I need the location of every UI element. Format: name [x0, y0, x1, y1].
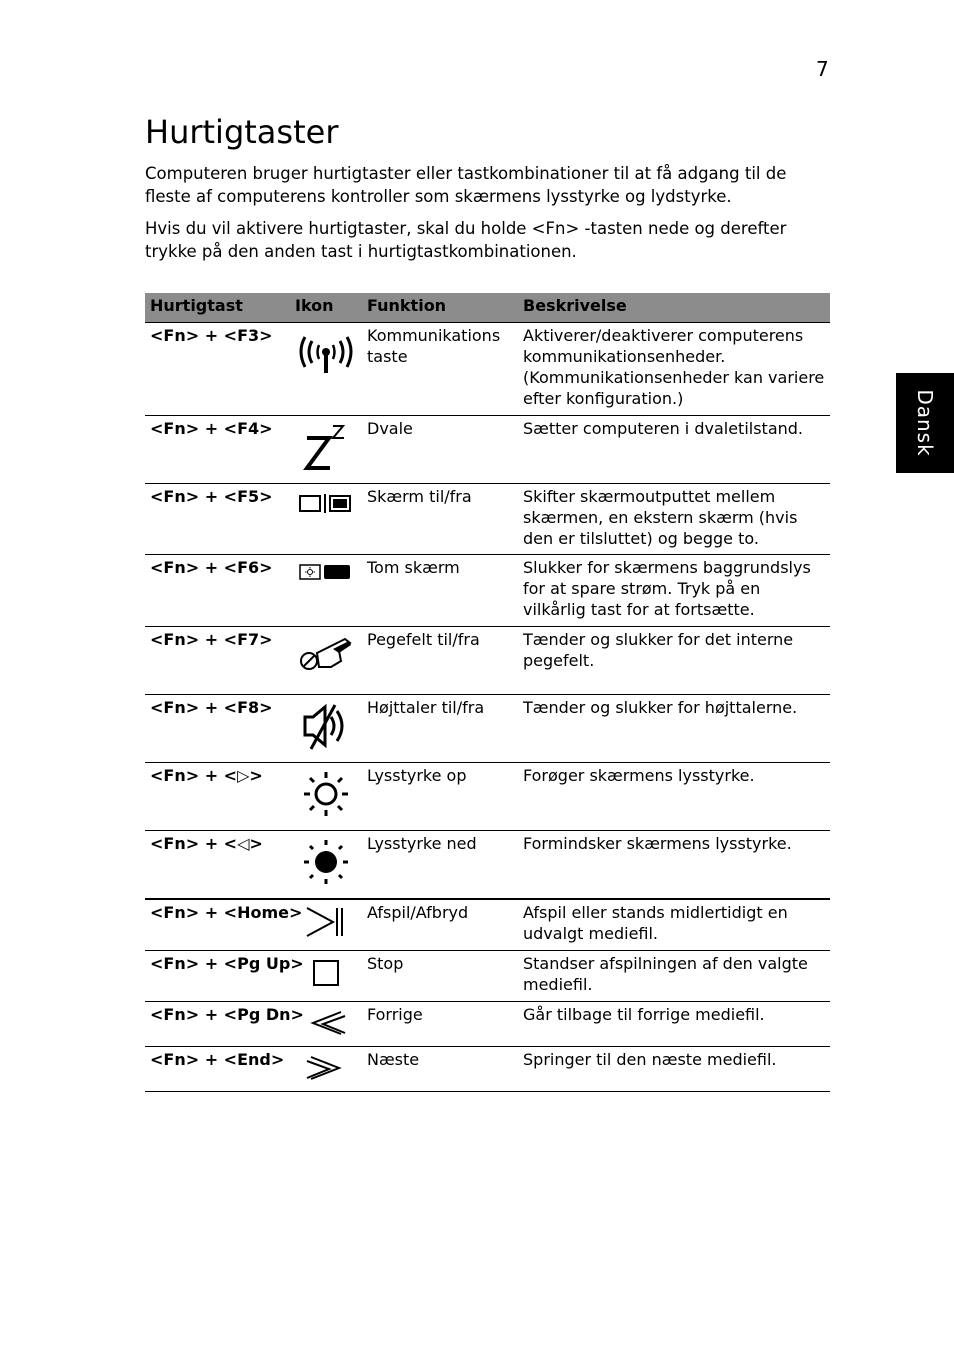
table-row — [145, 555, 830, 627]
row-hotkey: <Fn> + <Home> — [150, 903, 303, 922]
row-description: Skifter skærmoutputtet mellem skærmen, en ekstern skærm (hvis den er tilsluttet) og begge to. — [523, 487, 798, 548]
table-row — [145, 322, 830, 416]
display-toggle-icon — [295, 488, 357, 544]
table-row — [145, 695, 830, 763]
page-number: 7 — [816, 57, 829, 81]
row-description: Standser afspilningen af den valgte mediefil. — [523, 954, 808, 994]
row-description: Formindsker skærmens lysstyrke. — [523, 834, 792, 853]
wireless-communication-icon — [295, 327, 357, 383]
next-icon — [295, 1051, 357, 1107]
table-row — [145, 1002, 830, 1047]
page-title: Hurtigtaster — [145, 113, 339, 151]
instruction-paragraph: Hvis du vil aktivere hurtigtaster, skal du holde <Fn> -tasten nede og derefter trykke på den anden tast i hurtigtastkombinationen. — [145, 219, 787, 261]
row-hotkey: <Fn> + <F6> — [150, 558, 273, 577]
table-row — [145, 831, 830, 900]
row-function: Afspil/Afbryd — [367, 903, 469, 922]
language-side-tab — [896, 373, 954, 473]
table-row — [145, 900, 830, 951]
header-description: Beskrivelse — [523, 296, 627, 315]
row-hotkey: <Fn> + <End> — [150, 1050, 285, 1069]
row-description: Afspil eller stands midlertidigt en udvalgt mediefil. — [523, 903, 788, 943]
table-row — [145, 627, 830, 695]
table-row — [145, 763, 830, 831]
row-function: Kommunikations taste — [367, 326, 501, 366]
row-hotkey: <Fn> + <F3> — [150, 326, 273, 345]
row-description: Slukker for skærmens baggrundslys for at spare strøm. Tryk på en vilkårlig tast for at fortsætte. — [523, 558, 811, 619]
brightness-down-icon — [295, 835, 357, 891]
row-hotkey: <Fn> + <◁> — [150, 834, 263, 853]
row-function: Stop — [367, 954, 404, 973]
speaker-mute-icon — [295, 699, 357, 755]
row-function: Lysstyrke ned — [367, 834, 477, 853]
row-hotkey: <Fn> + <F7> — [150, 630, 273, 649]
row-hotkey: <Fn> + <F5> — [150, 487, 273, 506]
row-hotkey: <Fn> + <▷> — [150, 766, 263, 785]
row-function: Dvale — [367, 419, 413, 438]
touchpad-toggle-icon — [295, 631, 357, 687]
table-row — [145, 484, 830, 555]
row-hotkey: <Fn> + <F4> — [150, 419, 273, 438]
row-function: Lysstyrke op — [367, 766, 467, 785]
row-description: Går tilbage til forrige mediefil. — [523, 1005, 765, 1024]
screen-blank-icon — [295, 559, 357, 615]
row-description: Tænder og slukker for højttalerne. — [523, 698, 798, 717]
table-row — [145, 1047, 830, 1092]
row-description: Aktiverer/deaktiverer computerens kommunikationsenheder. (Kommunikationsenheder kan variere efter konfiguration.) — [523, 326, 825, 408]
row-description: Sætter computeren i dvaletilstand. — [523, 419, 804, 438]
row-function: Tom skærm — [367, 558, 460, 577]
hotkey-table — [145, 293, 830, 1092]
header-function: Funktion — [367, 296, 447, 315]
table-row — [145, 416, 830, 484]
row-function: Pegefelt til/fra — [367, 630, 480, 649]
header-hotkey: Hurtigtast — [150, 296, 243, 315]
row-description: Springer til den næste mediefil. — [523, 1050, 777, 1069]
row-hotkey: <Fn> + <F8> — [150, 698, 273, 717]
row-function: Skærm til/fra — [367, 487, 472, 506]
language-side-tab-label: Dansk — [913, 389, 937, 457]
row-hotkey: <Fn> + <Pg Dn> — [150, 1005, 304, 1024]
row-description: Tænder og slukker for det interne pegefelt. — [523, 630, 794, 670]
row-hotkey: <Fn> + <Pg Up> — [150, 954, 304, 973]
intro-paragraph: Computeren bruger hurtigtaster eller tastkombinationer til at få adgang til de fleste af computerens kontroller som skærmens lysstyrke og lydstyrke. — [145, 164, 787, 206]
sleep-zz-icon — [295, 420, 357, 476]
table-header — [145, 293, 830, 322]
table-row — [145, 951, 830, 1002]
row-function: Forrige — [367, 1005, 423, 1024]
header-icon: Ikon — [295, 296, 334, 315]
row-description: Forøger skærmens lysstyrke. — [523, 766, 755, 785]
brightness-up-icon — [295, 767, 357, 823]
row-function: Højttaler til/fra — [367, 698, 485, 717]
row-function: Næste — [367, 1050, 420, 1069]
